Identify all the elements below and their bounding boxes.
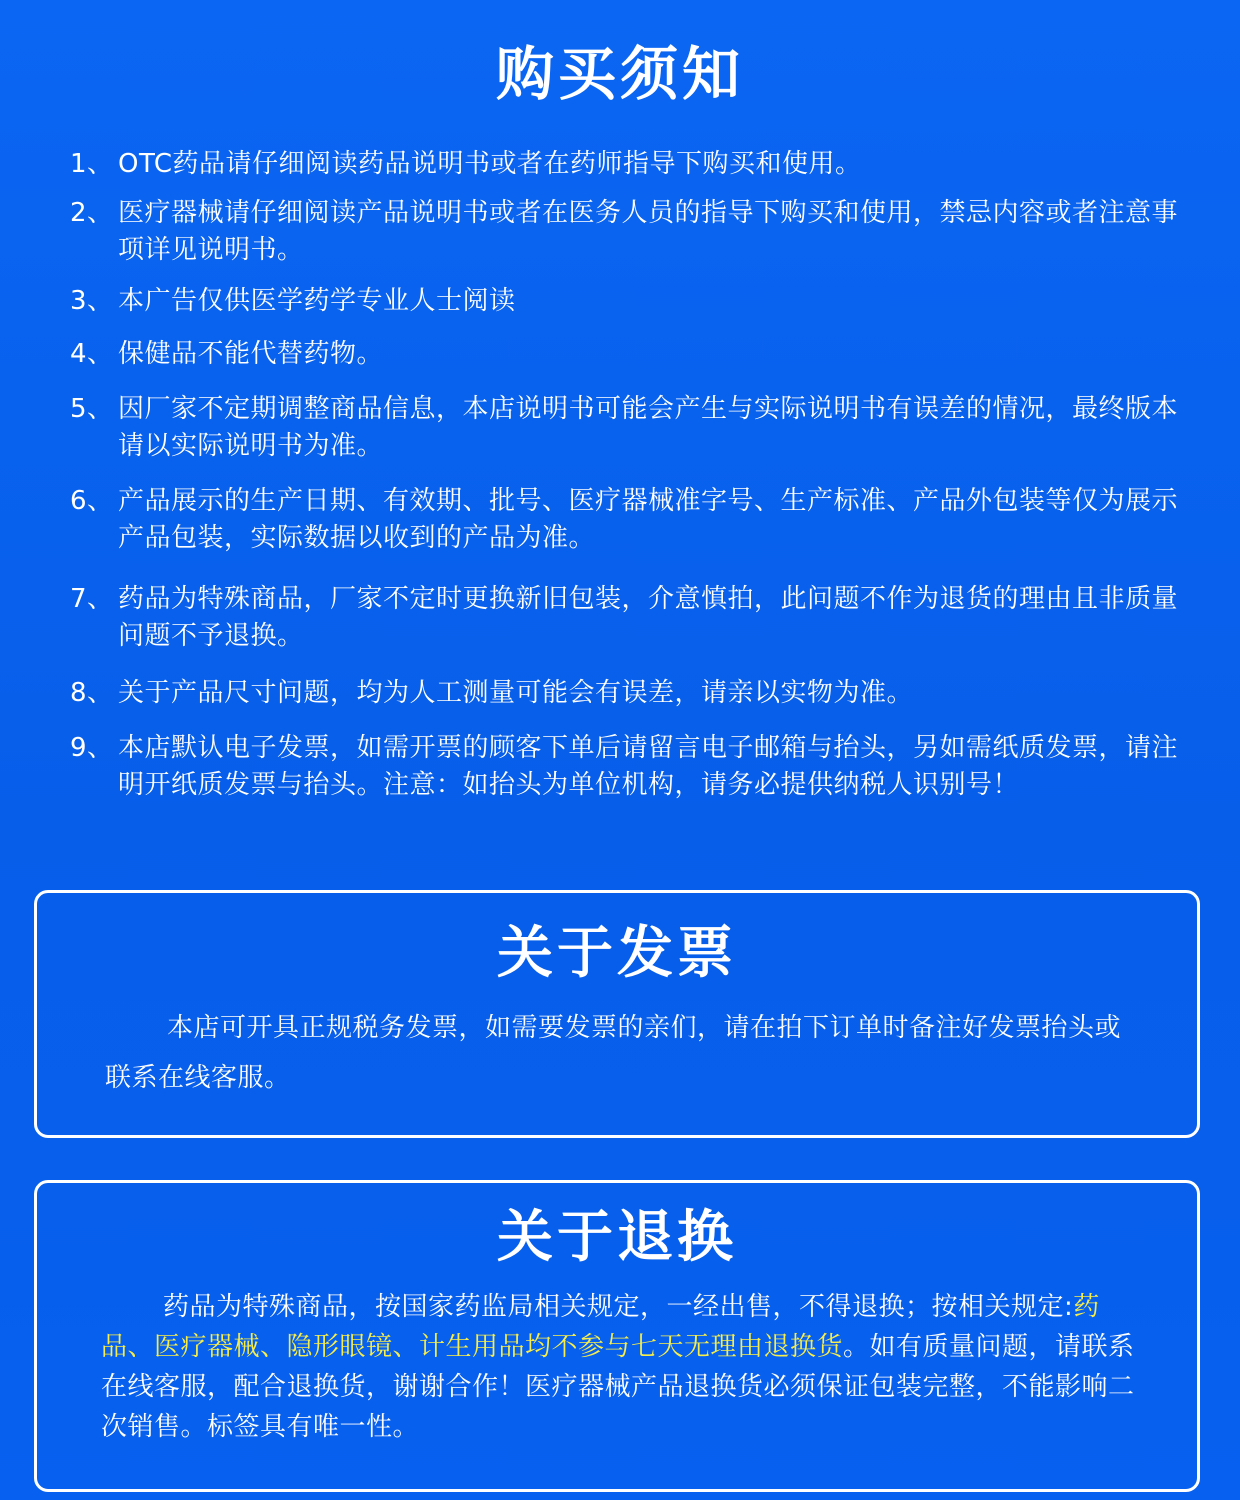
notice-item-5 (70, 391, 1200, 465)
notice-text: 关于产品尺寸问题，均为人工测量可能会有误差，请亲以实物为准。 (118, 678, 914, 708)
notice-number: 1、 (70, 149, 114, 179)
notice-number: 9、 (70, 733, 114, 763)
notice-item-9 (70, 730, 1200, 804)
page-title: 购买须知 (495, 40, 744, 108)
notice-item-1 (70, 146, 1200, 183)
returns-section (34, 1180, 1200, 1492)
notice-item-7 (70, 581, 1200, 655)
notice-list (70, 146, 1200, 804)
invoice-title: 关于发票 (497, 921, 737, 986)
notice-number: 2、 (70, 198, 114, 228)
invoice-text: 本店可开具正规税务发票，如需要发票的亲们，请在拍下订单时备注好发票抬头或联系在线客服。 (105, 1013, 1122, 1093)
returns-highlight-text: 药品、医疗器械、隐形眼镜、计生用品均不参与七天无理由退换货 (101, 1292, 1100, 1362)
notice-text: 因厂家不定期调整商品信息，本店说明书可能会产生与实际说明书有误差的情况，最终版本请以实际说明书为准。 (118, 394, 1179, 461)
notice-item-4 (70, 336, 1200, 373)
notice-number: 3、 (70, 286, 114, 316)
returns-title: 关于退换 (497, 1205, 737, 1270)
notice-text: 药品为特殊商品，厂家不定时更换新旧包装，介意慎拍，此问题不作为退货的理由且非质量问题不予退换。 (118, 584, 1179, 651)
returns-text (37, 1273, 1197, 1447)
notice-item-8 (70, 675, 1200, 712)
notice-item-6 (70, 483, 1200, 557)
invoice-section (34, 890, 1200, 1138)
notice-item-2 (70, 195, 1200, 269)
notice-number: 7、 (70, 584, 114, 614)
notice-text: OTC药品请仔细阅读药品说明书或者在药师指导下购买和使用。 (118, 149, 862, 179)
returns-text-after: 。如有质量问题，请联系在线客服，配合退换货，谢谢合作！医疗器械产品退换货必须保证包装完整，不能影响二次销售。标签具有唯一性。 (101, 1332, 1135, 1442)
notice-number: 8、 (70, 678, 114, 708)
notice-number: 5、 (70, 394, 114, 424)
notice-item-3 (70, 283, 1200, 320)
notice-number: 6、 (70, 486, 114, 516)
notice-text: 本广告仅供医学药学专业人士阅读 (118, 286, 516, 316)
notice-number: 4、 (70, 339, 114, 369)
notice-text: 产品展示的生产日期、有效期、批号、医疗器械准字号、生产标准、产品外包装等仅为展示产品包装，实际数据以收到的产品为准。 (118, 486, 1179, 553)
returns-text-before: 药品为特殊商品，按国家药监局相关规定，一经出售，不得退换；按相关规定: (163, 1292, 1074, 1322)
notice-text: 医疗器械请仔细阅读产品说明书或者在医务人员的指导下购买和使用，禁忌内容或者注意事项详见说明书。 (118, 198, 1179, 265)
notice-text: 保健品不能代替药物。 (118, 339, 384, 369)
notice-text: 本店默认电子发票，如需开票的顾客下单后请留言电子邮箱与抬头，另如需纸质发票，请注明开纸质发票与抬头。注意：如抬头为单位机构，请务必提供纳税人识别号！ (118, 733, 1179, 800)
